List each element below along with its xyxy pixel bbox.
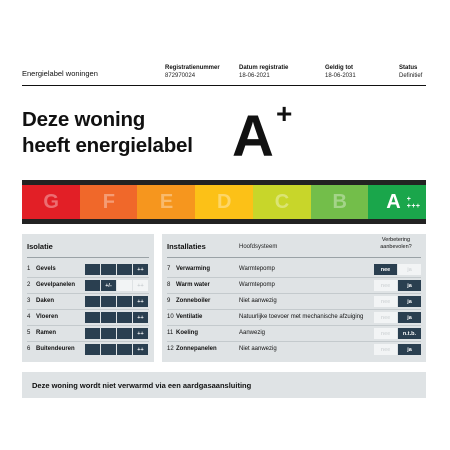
improvement-toggle: [374, 312, 421, 323]
rating-cell: ++: [133, 296, 148, 307]
isolatie-row-number: 3: [27, 298, 31, 304]
headline: Deze woning heeft energielabel: [22, 108, 193, 157]
rating-cell: [101, 328, 116, 339]
installaties-divider: [167, 257, 421, 258]
improvement-toggle: [374, 280, 421, 291]
registration-date: Datum registratie 18-06-2021: [239, 65, 289, 79]
installatie-row-name: Verwarming: [176, 266, 211, 272]
energy-class-b: [311, 185, 369, 219]
energy-class-d: [195, 185, 253, 219]
improvement-toggle: [374, 328, 421, 339]
installatie-row-number: 12: [167, 346, 174, 352]
installatie-row-number: 10: [167, 314, 174, 320]
improvement-option-left: nee: [374, 280, 397, 291]
rating-cell: [117, 280, 132, 291]
improvement-option-left: nee: [374, 312, 397, 323]
energy-class-suffix: + +++: [406, 196, 421, 210]
installatie-row-name: Zonneboiler: [176, 298, 211, 304]
rating-cell: [101, 296, 116, 307]
energy-class-letter: C: [274, 190, 290, 213]
label-header: [22, 62, 426, 86]
valid-until: Geldig tot 18-06-2031: [325, 65, 356, 79]
rating-cell: [117, 296, 132, 307]
isolatie-row-name: Vloeren: [36, 314, 59, 320]
row-separator: [167, 341, 421, 342]
isolatie-row-number: 4: [27, 314, 31, 320]
rating-cell: [117, 344, 132, 355]
row-separator: [27, 341, 149, 342]
energy-label-plus: +: [276, 98, 293, 129]
improvement-option-left: nee: [374, 344, 397, 355]
row-separator: [27, 309, 149, 310]
energy-class-e: [137, 185, 195, 219]
rating-cell: [101, 264, 116, 275]
row-separator: [167, 277, 421, 278]
status: Status Definitief: [399, 65, 423, 79]
row-separator: [27, 277, 149, 278]
installatie-main-system: Natuurlijke toevoer met mechanische afzuiging: [239, 314, 364, 320]
energy-class-c: [253, 185, 311, 219]
energy-class-letter: A: [386, 190, 401, 213]
energy-class-letter: B: [332, 190, 347, 213]
improvement-option-right: ja: [398, 280, 421, 291]
energy-class-g: [22, 185, 80, 219]
isolatie-row-name: Buitendeuren: [36, 346, 75, 352]
installatie-row-name: Ventilatie: [176, 314, 203, 320]
row-separator: [27, 325, 149, 326]
energy-class-letter: E: [159, 190, 174, 213]
installatie-row-number: 7: [167, 266, 171, 272]
rating-cell: [101, 344, 116, 355]
improvement-option-right: ja: [398, 296, 421, 307]
isolatie-row-name: Gevelpanelen: [36, 282, 76, 288]
rating-cell: [85, 328, 100, 339]
installatie-row-name: Koeling: [176, 330, 198, 336]
rating-cell: [85, 264, 100, 275]
rating-cell: ++: [133, 264, 148, 275]
rating-cell: [85, 280, 100, 291]
isolatie-panel: [22, 234, 154, 362]
isolatie-row-number: 5: [27, 330, 31, 336]
improvement-toggle: [374, 296, 421, 307]
improvement-toggle: [374, 264, 421, 275]
isolatie-rating-scale: [85, 328, 148, 339]
document-title: Energielabel woningen: [22, 69, 98, 78]
isolatie-row-name: Gevels: [36, 266, 56, 272]
rating-cell: ++: [133, 280, 148, 291]
isolatie-row-number: 2: [27, 282, 31, 288]
installaties-panel: [162, 234, 426, 362]
isolatie-rating-scale: [85, 312, 148, 323]
installatie-main-system: Warmtepomp: [239, 266, 275, 272]
rating-cell: [101, 312, 116, 323]
improvement-option-left: nee: [374, 328, 397, 339]
improvement-header: Verbetering aanbevolen?: [380, 237, 412, 250]
energy-class-a: [368, 185, 426, 219]
improvement-option-left: nee: [374, 296, 397, 307]
isolatie-title: Isolatie: [27, 242, 53, 251]
registration-number: Registratienummer 872970024: [165, 65, 220, 79]
rating-cell: ++: [133, 344, 148, 355]
isolatie-divider: [27, 257, 149, 258]
row-separator: [167, 309, 421, 310]
row-separator: [167, 325, 421, 326]
isolatie-row-name: Daken: [36, 298, 55, 304]
installatie-main-system: Niet aanwezig: [239, 298, 277, 304]
improvement-option-right: ja: [398, 344, 421, 355]
energy-class-f: [80, 185, 138, 219]
rating-cell: [117, 328, 132, 339]
rating-cell: [117, 264, 132, 275]
energy-class-letter: D: [217, 190, 232, 213]
improvement-option-right: n.t.b.: [398, 328, 421, 339]
installatie-main-system: Niet aanwezig: [239, 346, 277, 352]
isolatie-rating-scale: [85, 280, 148, 291]
rating-cell: ++: [133, 312, 148, 323]
energy-label-letter: A: [232, 104, 272, 169]
improvement-option-left: nee: [374, 264, 397, 275]
energy-scale-bar: [22, 180, 426, 224]
row-separator: [167, 293, 421, 294]
energy-scale-segments: [22, 185, 426, 219]
isolatie-row-number: 1: [27, 266, 31, 272]
main-system-header: Hoofdsysteem: [239, 244, 278, 250]
isolatie-rating-scale: [85, 264, 148, 275]
installatie-row-name: Zonnepanelen: [176, 346, 217, 352]
improvement-option-right: ja: [398, 264, 421, 275]
rating-cell: ++: [133, 328, 148, 339]
scale-frame-bottom: [22, 219, 426, 224]
installatie-row-number: 11: [167, 330, 174, 336]
rating-cell: [85, 344, 100, 355]
rating-cell: [117, 312, 132, 323]
improvement-toggle: [374, 344, 421, 355]
energy-class-letter: F: [102, 190, 115, 213]
energy-class-letter: G: [43, 190, 59, 213]
installatie-row-number: 8: [167, 282, 171, 288]
installatie-main-system: Aanwezig: [239, 330, 266, 336]
installatie-main-system: Warmtepomp: [239, 282, 275, 288]
rating-cell: [85, 312, 100, 323]
isolatie-row-name: Ramen: [36, 330, 57, 336]
isolatie-row-number: 6: [27, 346, 31, 352]
isolatie-rating-scale: [85, 296, 148, 307]
row-separator: [27, 293, 149, 294]
rating-cell: [85, 296, 100, 307]
installatie-row-name: Warm water: [176, 282, 210, 288]
rating-cell: +/-: [101, 280, 116, 291]
installaties-title: Installaties: [167, 242, 206, 251]
isolatie-rating-scale: [85, 344, 148, 355]
gas-connection-note: Deze woning wordt niet verwarmd via een aardgasaansluiting: [22, 372, 426, 398]
improvement-option-right: ja: [398, 312, 421, 323]
installatie-row-number: 9: [167, 298, 171, 304]
